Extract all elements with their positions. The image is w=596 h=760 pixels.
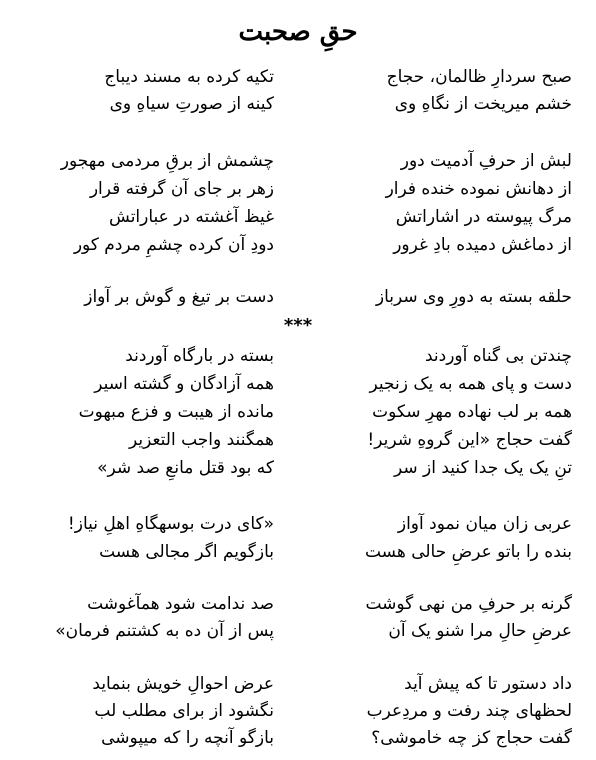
verse-line: گفت حجاج کز چه خاموشی؟: [371, 728, 572, 748]
verse-line: همگنند واجب التعزیر: [128, 430, 274, 450]
verse-line: همه آزادگان و گشته اسیر: [94, 374, 274, 394]
verse-line: عرضِ حالِ مرا شنو یک آن: [388, 621, 572, 641]
poem-title: حقِ صحبت: [238, 17, 358, 47]
verse-line: بنده را باتو عرضِ حالی هست: [364, 542, 572, 562]
verse-line: که بود قتل مانعِ صد شر»: [97, 458, 274, 478]
verse-line: پس از آن ده به کشتنم فرمان»: [55, 621, 274, 641]
verse-line: حلقه بسته به دورِ وی سرباز: [375, 287, 572, 307]
verse-line: مانده از هیبت و فزع مبهوت: [78, 402, 274, 422]
verse-line: خشم میریخت از نگاهِ وی: [394, 94, 572, 114]
verse-line: تکیه کرده به مسند دیباج: [104, 67, 274, 87]
verse-line: لبش از حرفِ آدمیت دور: [400, 151, 572, 171]
verse-line: چشمش از برقِ مردمی مهجور: [60, 151, 274, 171]
section-separator: ***: [283, 315, 313, 336]
verse-line: عرض احوالِ خویش بنماید: [92, 674, 274, 694]
verse-line: صبح سردارِ ظالمان، حجاج: [386, 67, 572, 87]
verse-line: دست و پای همه به یک زنجیر: [369, 374, 572, 394]
verse-line: عربی زان میان نمود آواز: [397, 514, 572, 534]
verse-line: مرگ پیوسته در اشاراتش: [395, 207, 572, 227]
verse-line: بازگو آنچه را که میپوشی: [101, 728, 274, 748]
verse-line: نگشود از برای مطلب لب: [94, 701, 274, 721]
verse-line: دست بر تیغ و گوش بر آواز: [84, 287, 274, 307]
verse-line: داد دستور تا که پیش آید: [404, 674, 572, 694]
verse-line: همه بر لب نهاده مهرِ سکوت: [372, 402, 572, 422]
verse-line: کینه از صورتِ سیاهِ وی: [109, 94, 274, 114]
verse-line: بازگویم اگر مجالی هست: [99, 542, 274, 562]
verse-line: چندتن بی گناه آوردند: [424, 346, 572, 366]
verse-line: «کای درت بوسهگاهِ اهلِ نیاز!: [67, 514, 274, 534]
verse-line: صد ندامت شود همآغوشت: [87, 594, 274, 614]
verse-line: از دماغش دمیده بادِ غرور: [393, 235, 572, 255]
verse-line: لحظهای چند رفت و مردِعرب: [366, 701, 572, 721]
verse-line: گرنه بر حرفِ من نهی گوشت: [365, 594, 572, 614]
verse-line: تنِ یک یک جدا کنید از سر: [394, 458, 572, 478]
verse-line: گفت حجاج «این گروهِ شریر!: [367, 430, 572, 450]
verse-line: غیظ آغشته در عباراتش: [109, 207, 274, 227]
verse-line: از دهانش نموده خنده فرار: [385, 179, 572, 199]
verse-line: زهر بر جای آن گرفته قرار: [89, 179, 274, 199]
verse-line: دودِ آن کرده چشمِ مردم کور: [73, 235, 274, 255]
verse-line: بسته در بارگاه آوردند: [125, 346, 274, 366]
